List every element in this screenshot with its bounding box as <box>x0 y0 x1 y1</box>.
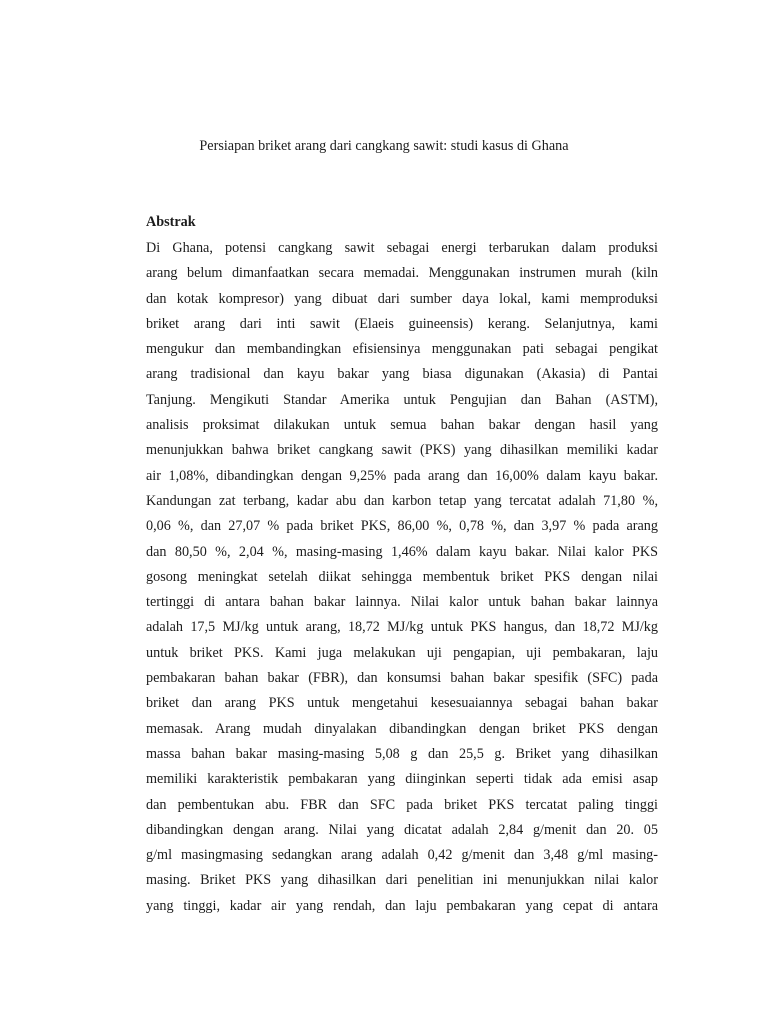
abstract-line: untuk briket PKS. Kami juga melakukan uji pengapian, uji pembakaran, laju <box>146 644 658 661</box>
abstract-line: Tanjung. Mengikuti Standar Amerika untuk Pengujian dan Bahan (ASTM), <box>146 391 658 408</box>
abstract-line: massa bahan bakar masing-masing 5,08 g dan 25,5 g. Briket yang dihasilkan <box>146 745 658 762</box>
abstract-line: gosong meningkat setelah diikat sehingga membentuk briket PKS dengan nilai <box>146 568 658 585</box>
abstract-line: briket arang dari inti sawit (Elaeis guineensis) kerang. Selanjutnya, kami <box>146 315 658 332</box>
abstract-heading: Abstrak <box>146 214 196 230</box>
abstract-line: air 1,08%, dibandingkan dengan 9,25% pada arang dan 16,00% dalam kayu bakar. <box>146 467 658 484</box>
abstract-line: dan 80,50 %, 2,04 %, masing-masing 1,46% dalam kayu bakar. Nilai kalor PKS <box>146 543 658 560</box>
abstract-line: memasak. Arang mudah dinyalakan dibandingkan dengan briket PKS dengan <box>146 720 658 737</box>
abstract-line: Kandungan zat terbang, kadar abu dan karbon tetap yang tercatat adalah 71,80 %, <box>146 492 658 509</box>
abstract-line: 0,06 %, dan 27,07 % pada briket PKS, 86,00 %, 0,78 %, dan 3,97 % pada arang <box>146 518 658 535</box>
abstract-line: arang tradisional dan kayu bakar yang biasa digunakan (Akasia) di Pantai <box>146 366 658 383</box>
abstract-line: mengukur dan membandingkan efisiensinya menggunakan pati sebagai pengikat <box>146 341 658 358</box>
abstract-line: tertinggi di antara bahan bakar lainnya. Nilai kalor untuk bahan bakar lainnya <box>146 594 658 611</box>
document-title: Persiapan briket arang dari cangkang sawit: studi kasus di Ghana <box>199 138 569 154</box>
abstract-line: dan kotak kompresor) yang dibuat dari sumber daya lokal, kami memproduksi <box>146 290 658 307</box>
abstract-line: yang tinggi, kadar air yang rendah, dan laju pembakaran yang cepat di antara <box>146 897 658 914</box>
abstract-line: Di Ghana, potensi cangkang sawit sebagai energi terbarukan dalam produksi <box>146 240 658 256</box>
abstract-line: menunjukkan bahwa briket cangkang sawit (PKS) yang dihasilkan memiliki kadar <box>146 442 658 459</box>
abstract-line: analisis proksimat dilakukan untuk semua bahan bakar dengan hasil yang <box>146 417 658 434</box>
abstract-line: briket dan arang PKS untuk mengetahui kesesuaiannya sebagai bahan bakar <box>146 695 658 712</box>
abstract-line: masing. Briket PKS yang dihasilkan dari penelitian ini menunjukkan nilai kalor <box>146 872 658 889</box>
abstract-line: pembakaran bahan bakar (FBR), dan konsumsi bahan bakar spesifik (SFC) pada <box>146 670 658 687</box>
abstract-line: g/ml masingmasing sedangkan arang adalah 0,42 g/menit dan 3,48 g/ml masing- <box>146 847 658 864</box>
abstract-line: adalah 17,5 MJ/kg untuk arang, 18,72 MJ/kg untuk PKS hangus, dan 18,72 MJ/kg <box>146 619 658 636</box>
abstract-line: dan pembentukan abu. FBR dan SFC pada briket PKS tercatat paling tinggi <box>146 796 658 813</box>
abstract-body <box>146 236 658 919</box>
abstract-line: arang belum dimanfaatkan secara memadai. Menggunakan instrumen murah (kiln <box>146 265 658 282</box>
abstract-line: memiliki karakteristik pembakaran yang diinginkan seperti tidak ada emisi asap <box>146 771 658 788</box>
abstract-line: dibandingkan dengan arang. Nilai yang dicatat adalah 2,84 g/menit dan 20. 05 <box>146 821 658 838</box>
